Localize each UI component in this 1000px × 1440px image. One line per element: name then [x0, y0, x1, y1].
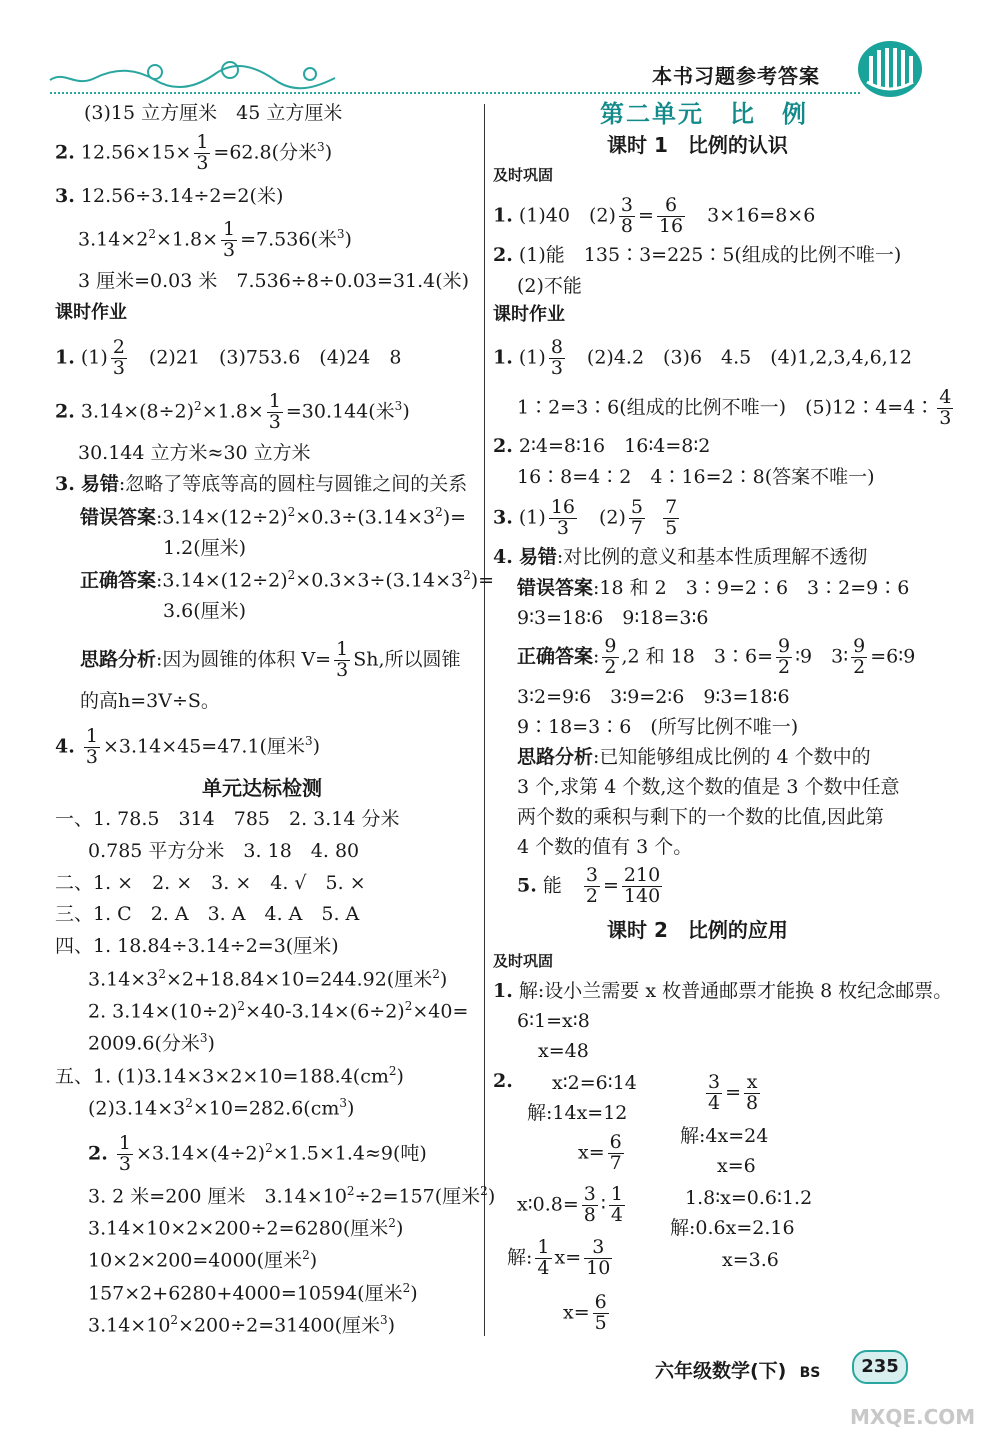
- answer-line: 157×2+6280+4000=10594(厘米$^2$): [88, 1281, 418, 1305]
- answer-line: 思路分析:因为圆锥的体积 V= $\frac{1}{3}$ Sh,所以圆锥: [80, 638, 461, 681]
- answer-line: 错误答案:18 和 2 3∶9=2∶6 3∶2=9∶6: [517, 577, 910, 599]
- answer-line: 解:0.6x=2.16: [670, 1217, 795, 1239]
- page-number: 235: [852, 1350, 908, 1384]
- answer-line: 16∶8=4∶2 4∶16=2∶8(答案不唯一): [517, 466, 875, 488]
- answer-line: 2. 12.56×15× $\frac{1}{3}$ =62.8(分米$^3$): [55, 131, 333, 174]
- fraction: $\frac{8}{3}$: [550, 336, 563, 379]
- answer-line: 3. (1) $\frac{16}{3}$ (2) $\frac{5}{7}$ $\frac{7}{5}$: [493, 496, 678, 539]
- decorative-swirl: [45, 58, 345, 94]
- fraction: $\frac{4}{3}$: [939, 386, 952, 429]
- answer-line: 3. 2 米=200 厘米 $3.14\times 10^2\div 2=157$(厘米$^2$): [88, 1184, 496, 1208]
- fraction: $\frac{210}{140}$: [623, 864, 661, 907]
- answer-line: 的高h=3V÷S。: [80, 690, 220, 712]
- answer-line: 解:14x=12: [527, 1102, 628, 1124]
- question-number: 2.: [493, 1070, 513, 1092]
- footer-book-title: 六年级数学(下) BS: [655, 1360, 821, 1382]
- fraction: $\frac{1}{4}$: [537, 1236, 550, 1279]
- answer-line: 2. $\frac{1}{3}$ $\times 3.14\times(4\div 2)^2\times 1.5\times 1.4\approx 9$(吨): [88, 1132, 427, 1175]
- answer-line: 3∶2=9∶6 3∶9=2∶6 9∶3=18∶6: [517, 686, 790, 708]
- answer-line: 0.785 平方分米 3. 18 4. 80: [88, 840, 360, 862]
- answer-line: 2. $3.14\times(8\div 2)^2\times 1.8\times$ $\frac{1}{3}$ =30.144(米$^3$): [55, 390, 410, 433]
- answer-line: 3 个,求第 4 个数,这个数的值是 3 个数中任意: [517, 776, 900, 798]
- answer-line: $3.14\times 2^2\times 1.8\times$ $\frac{1}{3}$ =7.536(米$^3$): [78, 218, 352, 261]
- answer-line: x= $\frac{6}{7}$: [578, 1131, 622, 1174]
- fraction: $\frac{1}{3}$: [196, 131, 209, 174]
- answer-line: 6∶1=x∶8: [517, 1010, 590, 1032]
- fraction: $\frac{3}{4}$: [708, 1071, 721, 1114]
- fraction: $\frac{1}{3}$: [268, 390, 281, 433]
- answer-line: 解: $\frac{1}{4}$ x= $\frac{3}{10}$: [507, 1236, 611, 1279]
- answer-line: 2. $3.14\times(10\div 2)^2\times 40-3.14\times(6\div 2)^2\times 40=$: [88, 999, 469, 1023]
- answer-line: 10×2×200=4000(厘米$^2$): [88, 1248, 318, 1272]
- answer-line: 1∶2=3∶6(组成的比例不唯一) (5)12∶4=4∶ $\frac{4}{3}$: [517, 386, 952, 429]
- fraction: $\frac{1}{3}$: [118, 1132, 131, 1175]
- fraction: $\frac{9}{2}$: [778, 635, 791, 678]
- answer-line: 4 个数的值有 3 个。: [517, 836, 693, 858]
- answer-line: 二、1. × 2. × 3. × 4. √ 5. ×: [55, 872, 366, 894]
- fraction: $\frac{3}{10}$: [586, 1236, 611, 1279]
- answer-line: 5. 能 $\frac{3}{2}$ = $\frac{210}{140}$: [517, 864, 661, 907]
- answer-line: 4. 易错:对比例的意义和基本性质理解不透彻: [493, 546, 868, 568]
- answer-line: 1.8∶x=0.6∶1.2: [685, 1187, 813, 1209]
- unit-title: 第二单元 比 例: [600, 100, 808, 128]
- fraction: $\frac{1}{4}$: [610, 1183, 623, 1226]
- answer-line: (2)不能: [517, 275, 582, 297]
- answer-line: x∶0.8= $\frac{3}{8}$ ∶ $\frac{1}{4}$: [517, 1183, 623, 1226]
- section-title: 单元达标检测: [202, 776, 322, 800]
- answer-line: 2. 2∶4=8∶16 16∶4=8∶2: [493, 435, 711, 457]
- answer-line: 思路分析:已知能够组成比例的 4 个数中的: [517, 746, 871, 768]
- section-title: 课时作业: [493, 304, 565, 325]
- answer-line: 错误答案$:3.14\times(12\div 2)^2\times 0.3\div(3.14\times 3^2)=$: [80, 505, 467, 529]
- fraction: $\frac{3}{8}$: [583, 1183, 596, 1226]
- book-logo-icon: [855, 38, 925, 100]
- answer-line: 30.144 立方米≈30 立方米: [78, 442, 311, 464]
- answer-line: 四、1. 18.84÷3.14÷2=3(厘米): [55, 935, 339, 957]
- fraction: $\frac{6}{5}$: [594, 1291, 607, 1334]
- section-title: 及时巩固: [493, 166, 554, 184]
- column-divider: [484, 104, 485, 1336]
- answer-line: 解:4x=24: [680, 1125, 769, 1147]
- fraction: $\frac{1}{3}$: [336, 638, 349, 681]
- lesson-title: 课时 2 比例的应用: [607, 918, 788, 942]
- answer-line: 9∶3=18∶6 9∶18=3∶6: [517, 607, 709, 629]
- lesson-title: 课时 1 比例的认识: [607, 133, 788, 157]
- fraction: $\frac{1}{3}$: [85, 725, 98, 768]
- answer-line: 3.14×10×2×200÷2=6280(厘米$^2$): [88, 1216, 404, 1240]
- answer-line: 两个数的乘积与剩下的一个数的比值,因此第: [517, 806, 885, 828]
- header-title: 本书习题参考答案: [652, 64, 820, 88]
- fraction: $\frac{1}{3}$: [223, 218, 236, 261]
- answer-line: 4. $\frac{1}{3}$ ×3.14×45=47.1(厘米$^3$): [55, 725, 321, 768]
- answer-line: 2009.6(分米$^3$): [88, 1031, 215, 1055]
- answer-line: 正确答案: $\frac{9}{2}$ ,2 和 18 3∶6= $\frac{9}{2}$ ∶9 3∶ $\frac{9}{2}$ =6∶9: [517, 635, 916, 678]
- answer-line: 一、1. 78.5 314 785 2. 3.14 分米: [55, 808, 400, 830]
- answer-line: (3)15 立方厘米 45 立方厘米: [84, 102, 343, 124]
- answer-line: 3. 12.56÷3.14÷2=2(米): [55, 185, 284, 207]
- answer-line: x∶2=6∶14: [552, 1072, 637, 1094]
- fraction: $\frac{6}{7}$: [609, 1131, 622, 1174]
- answer-line: 三、1. C 2. A 3. A 4. A 5. A: [55, 903, 360, 925]
- answer-line: 3 厘米=0.03 米 7.536÷8÷0.03=31.4(米): [78, 270, 470, 292]
- answer-line: $\frac{3}{4}$ = $\frac{x}{8}$: [708, 1071, 759, 1114]
- fraction: $\frac{9}{2}$: [604, 635, 617, 678]
- answer-line: 正确答案$:3.14\times(12\div 2)^2\times 0.3\times 3\div(3.14\times 3^2)=$: [80, 568, 495, 592]
- answer-line: 1. (1) $\frac{2}{3}$ (2)21 (3)753.6 (4)24 8: [55, 336, 402, 379]
- answer-line: 1. 解:设小兰需要 x 枚普通邮票才能换 8 枚纪念邮票。: [493, 980, 953, 1002]
- header-dotted-line: [50, 92, 860, 94]
- section-title: 课时作业: [55, 302, 127, 323]
- fraction: $\frac{6}{16}$: [658, 194, 684, 237]
- answer-line: 1. (1)40 (2) $\frac{3}{8}$ = $\frac{6}{16}$ 3×16=8×6: [493, 194, 816, 237]
- fraction: $\frac{9}{2}$: [853, 635, 866, 678]
- answer-line: $3.14\times 3^2\times 2+18.84\times 10=244.92$(厘米$^2$): [88, 967, 448, 991]
- answer-line: 1.2(厘米): [163, 537, 247, 559]
- answer-line: 3. 易错:忽略了等底等高的圆柱与圆锥之间的关系: [55, 473, 468, 495]
- answer-line: 9∶18=3∶6 (所写比例不唯一): [517, 716, 799, 738]
- answer-line: 五、1. $(1)3.14\times 3\times 2\times 10=188.4(cm^2)$: [55, 1064, 404, 1088]
- section-title: 及时巩固: [493, 952, 554, 970]
- answer-line: x=6: [717, 1155, 756, 1177]
- answer-line: x=3.6: [722, 1249, 779, 1271]
- fraction: $\frac{2}{3}$: [112, 336, 125, 379]
- answer-line: x= $\frac{6}{5}$: [563, 1291, 607, 1334]
- answer-line: $(2)3.14\times 3^2\times 10=282.6(cm^3)$: [88, 1096, 355, 1120]
- answer-line: x=48: [538, 1040, 589, 1062]
- fraction: $\frac{x}{8}$: [746, 1071, 759, 1114]
- watermark: MXQE.COM: [850, 1405, 976, 1429]
- fraction: $\frac{3}{2}$: [585, 864, 598, 907]
- fraction: $\frac{5}{7}$: [630, 496, 644, 539]
- answer-line: 2. (1)能 135∶3=225∶5(组成的比例不唯一): [493, 244, 902, 266]
- answer-line: $3.14\times 10^2\times 200\div 2=31400$(厘米$^3$): [88, 1313, 396, 1337]
- answer-line: 3.6(厘米): [163, 600, 247, 622]
- fraction: $\frac{7}{5}$: [665, 496, 678, 539]
- fraction: $\frac{16}{3}$: [550, 496, 575, 539]
- answer-line: 1. (1) $\frac{8}{3}$ (2)4.2 (3)6 4.5 (4)1,2,3,4,6,12: [493, 336, 912, 379]
- fraction: $\frac{3}{8}$: [620, 194, 633, 237]
